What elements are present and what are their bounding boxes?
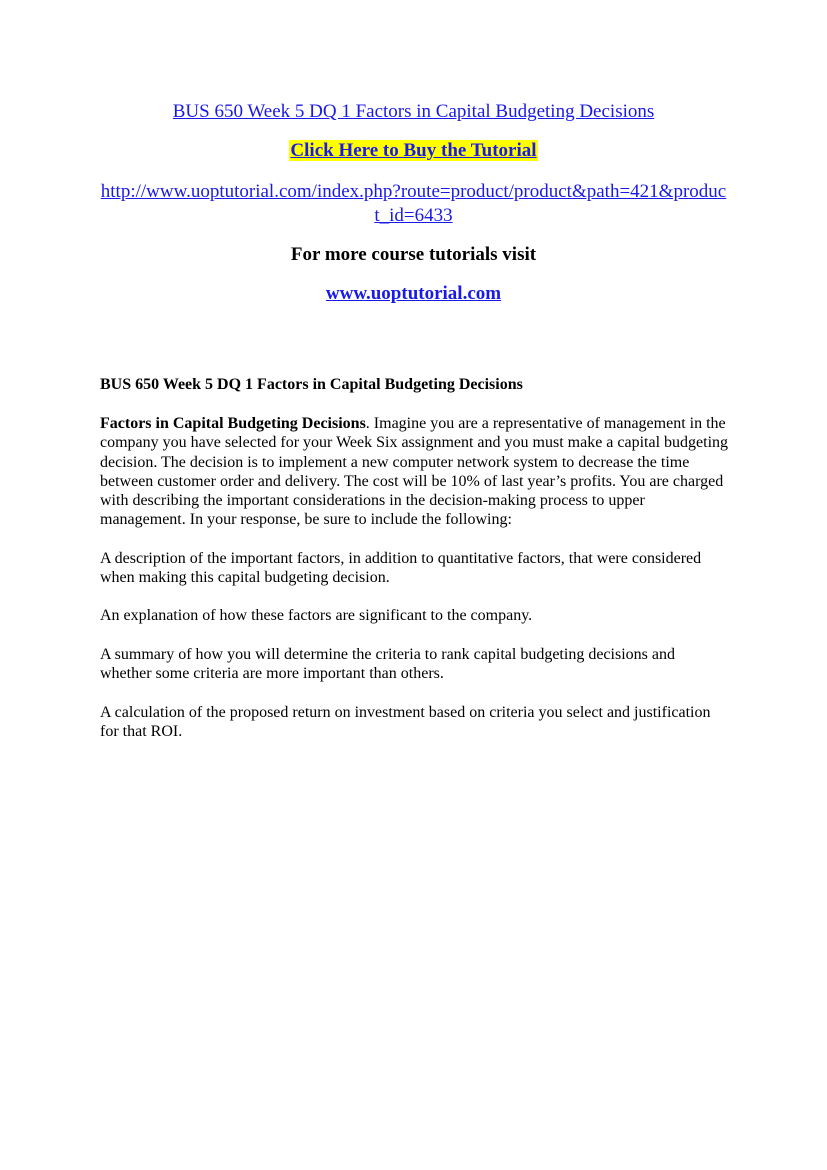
- title-link[interactable]: BUS 650 Week 5 DQ 1 Factors in Capital Budgeting Decisions: [172, 101, 655, 122]
- intro-paragraph: [100, 414, 730, 530]
- paragraph-criteria-summary: A summary of how you will determine the criteria to rank capital budgeting decisions and whether some criteria are more important than others.: [100, 646, 675, 683]
- paragraph-factors-description: A description of the important factors, in addition to quantitative factors, that were considered when making this capital budgeting decision.: [100, 550, 702, 587]
- intro-text: . Imagine you are a representative of management in the company you have selected for your Week Six assignment and you must make a capital budgeting decision. The decision is to implement a new computer network system to decrease the time between customer order and delivery. The cost will be 10% of last year’s profits. You are charged with describing the important considerations in the decision-making process to upper management. In your response, be sure to include the following:: [100, 415, 729, 529]
- buy-tutorial-link[interactable]: Click Here to Buy the Tutorial: [290, 140, 537, 161]
- intro-bold-label: Factors in Capital Budgeting Decisions: [100, 415, 366, 432]
- more-tutorials-text: For more course tutorials visit: [290, 244, 537, 265]
- buy-link-line: [100, 140, 727, 162]
- section-heading: BUS 650 Week 5 DQ 1 Factors in Capital Budgeting Decisions: [100, 376, 523, 393]
- paragraph-factors-significance: An explanation of how these factors are significant to the company.: [100, 607, 533, 624]
- paragraph-roi-calculation: A calculation of the proposed return on investment based on criteria you select and justification for that ROI.: [100, 704, 711, 741]
- site-link[interactable]: www.uoptutorial.com: [325, 283, 502, 304]
- product-url-link[interactable]: http://www.uoptutorial.com/index.php?route=product/product&path=421&product_id=6433: [100, 181, 727, 226]
